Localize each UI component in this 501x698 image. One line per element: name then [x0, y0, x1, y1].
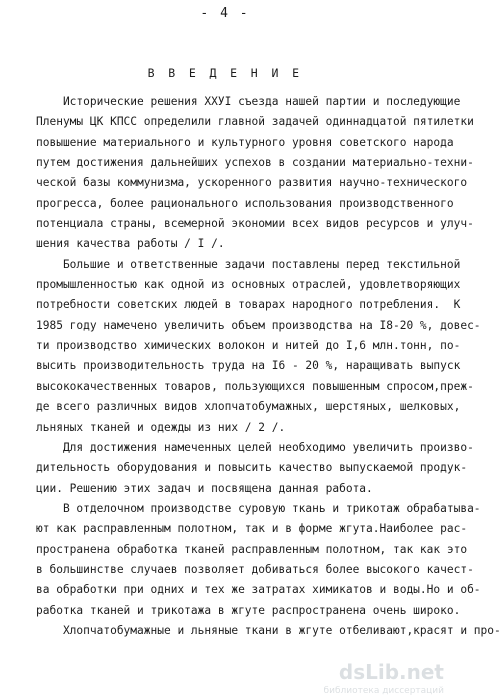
- page-number: - 4 -: [200, 6, 250, 21]
- watermark-subtitle: библиотека диссертаций: [323, 686, 444, 696]
- watermark-logo: [323, 660, 444, 696]
- text-line: ции. Решению этих задач и посвящена данная работа.: [36, 481, 373, 495]
- text-line: ют как расправленным полотном, так и в форме жгута.Наиболее рас-: [36, 522, 468, 536]
- text-line: Большие и ответственные задачи поставлены перед текстильной: [36, 257, 461, 271]
- text-line: шения качества работы / I /.: [36, 237, 225, 251]
- body-text: [36, 92, 501, 641]
- text-line: Для достижения намеченных целей необходимо увеличить произво-: [36, 440, 474, 454]
- text-line: промышленностью как одной из основных отраслей, удовлетворяющих: [36, 278, 461, 292]
- text-line: В отделочном производстве суровую ткань и трикотаж обрабатыва-: [36, 501, 481, 515]
- text-line: 1985 году намечено увеличить объем производства на I8-20 %, довес-: [36, 318, 481, 332]
- text-line: пространена обработка тканей расправленным полотном, так как это: [36, 542, 468, 556]
- section-title: В В Е Д Е Н И Е: [147, 66, 303, 80]
- text-line: де всего различных видов хлопчатобумажных, шерстяных, шелковых,: [36, 400, 461, 414]
- text-line: повышение материального и культурного уровня советского народа: [36, 135, 454, 149]
- text-line: льняных тканей и одежды из них / 2 /.: [36, 420, 286, 434]
- text-line: дительность оборудования и повысить качество выпускаемой продук-: [36, 461, 468, 475]
- text-line: ти производство химических волокон и нитей до I,6 млн.тонн, по-: [36, 339, 461, 353]
- text-line: в большинстве случаев позволяет добиваться более высокого качест-: [36, 562, 474, 576]
- text-line: Хлопчатобумажные и льняные ткани в жгуте отбеливают,красят и про-: [36, 623, 501, 637]
- text-line: ческой базы коммунизма, ускоренного развития научно-технического: [36, 176, 468, 190]
- text-line: высить производительность труда на I6 - 20 %, наращивать выпуск: [36, 359, 461, 373]
- text-line: высококачественных товаров, пользующихся повышенным спросом,преж-: [36, 379, 474, 393]
- text-line: прогресса, более рационального использования производственного: [36, 196, 454, 210]
- text-line: путем достижения дальнейших успехов в создании материально-техни-: [36, 156, 474, 170]
- text-line: работка тканей и трикотажа в жгуте распространена очень широко.: [36, 603, 461, 617]
- text-line: потенциала страны, всемерной экономии всех видов ресурсов и улуч-: [36, 217, 474, 231]
- text-line: Исторические решения XXУI съезда нашей партии и последующие: [36, 95, 461, 108]
- text-line: Пленумы ЦК КПСС определили главной задачей одиннадцатой пятилетки: [36, 115, 474, 129]
- text-line: ва обработки при одних и тех же затратах химикатов и воды.Но и об-: [36, 583, 481, 597]
- text-line: потребности советских людей в товарах народного потребления. К: [36, 298, 461, 312]
- watermark-logo-text: dsLib.net: [338, 660, 444, 684]
